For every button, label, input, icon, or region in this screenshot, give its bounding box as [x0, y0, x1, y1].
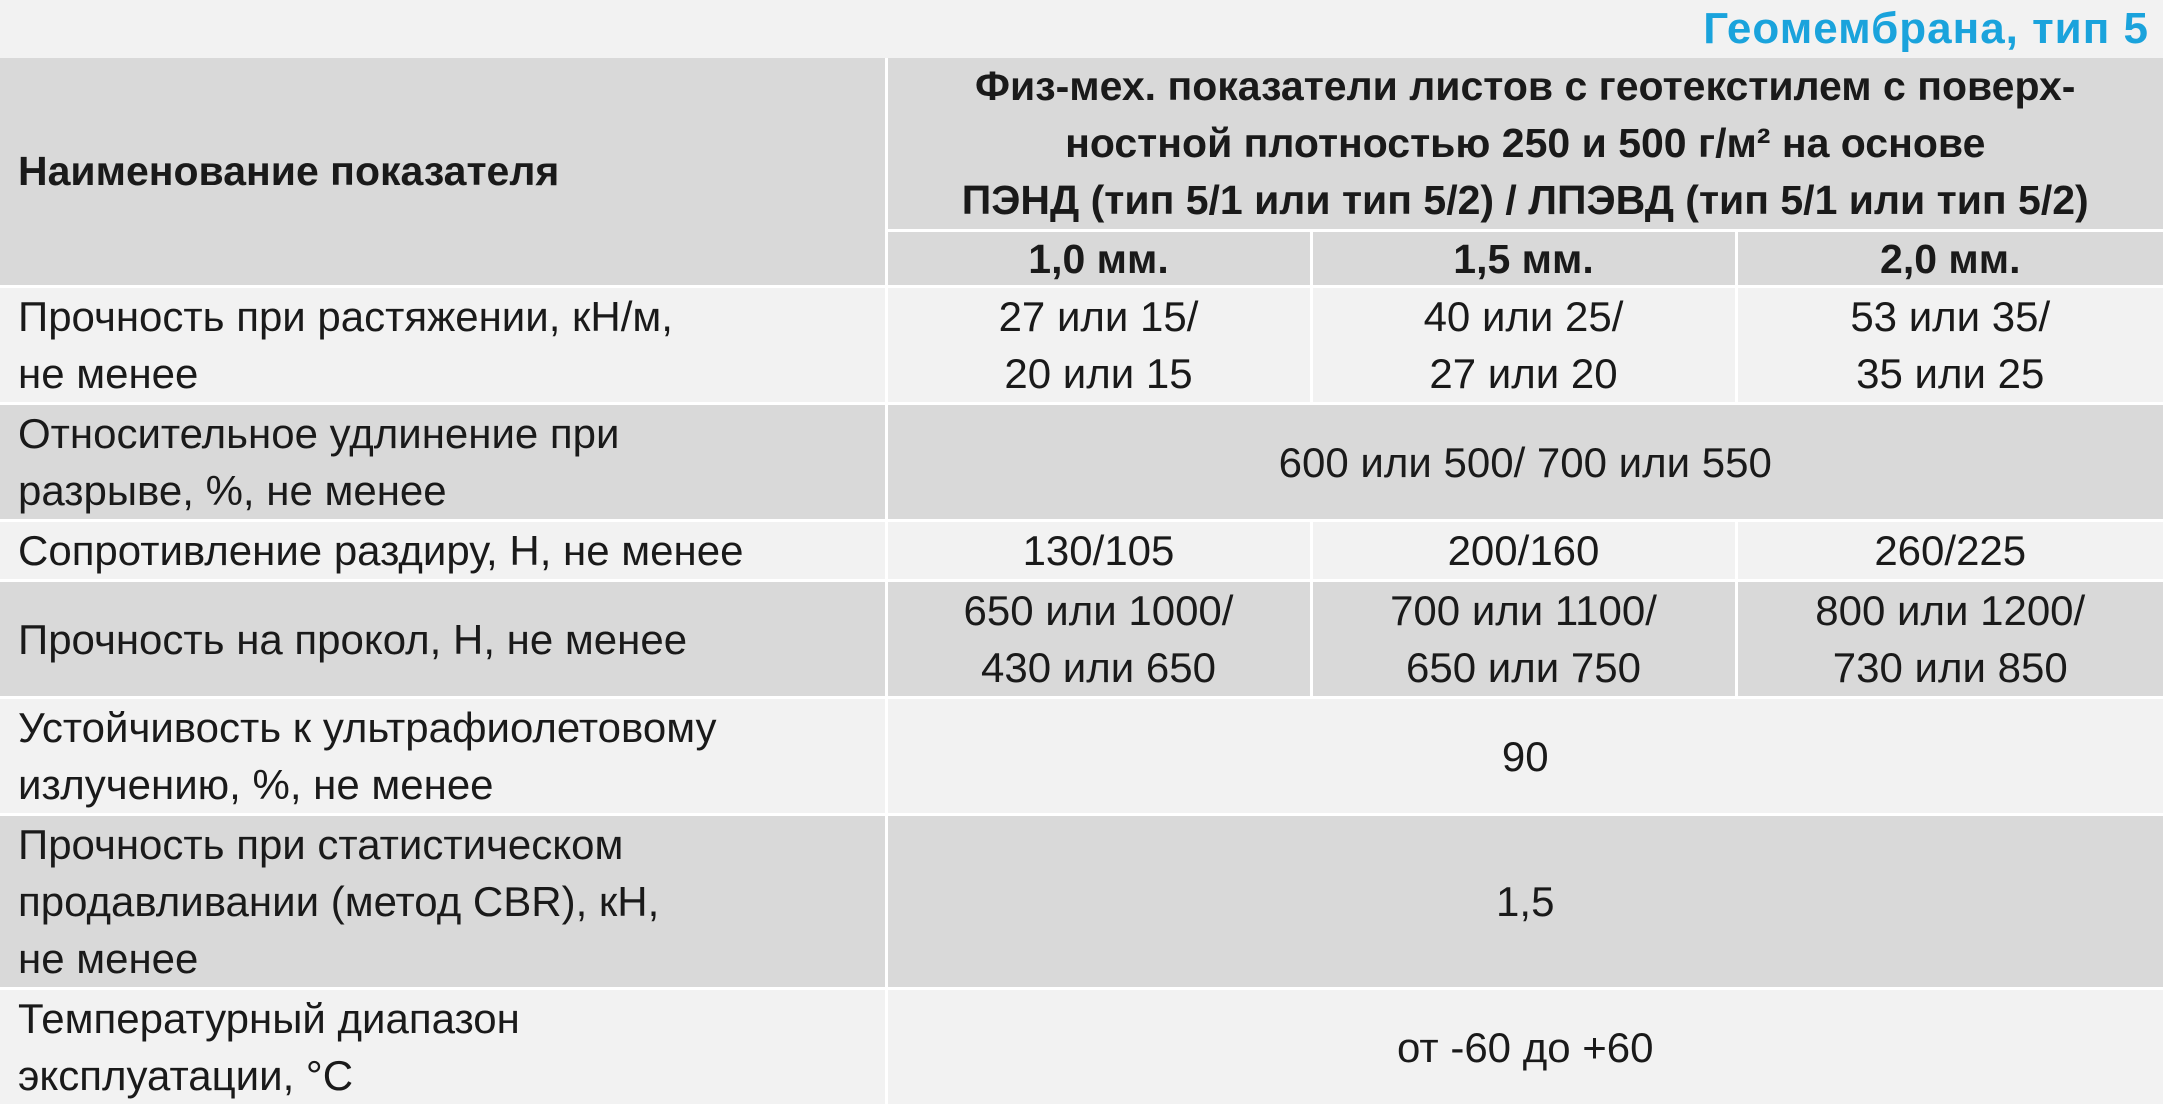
row-name: Температурный диапазон эксплуатации, °С [0, 989, 886, 1104]
row-name: Относительное удлинение при разрыве, %, не менее [0, 404, 886, 521]
table-row [0, 815, 2163, 989]
spec-table [0, 58, 2163, 1104]
table-row [0, 521, 2163, 581]
row-value: 53 или 35/ 35 или 25 [1736, 287, 2163, 404]
row-value-merged: 600 или 500/ 700 или 550 [886, 404, 2163, 521]
row-value-merged: 90 [886, 698, 2163, 815]
table-row [0, 989, 2163, 1104]
row-name: Прочность при статистическом продавливании (метод CBR), кН, не менее [0, 815, 886, 989]
row-value: 200/160 [1311, 521, 1736, 581]
row-name: Сопротивление раздиру, Н, не менее [0, 521, 886, 581]
document-title: Геомембрана, тип 5 [1703, 2, 2149, 56]
row-name: Прочность при растяжении, кН/м, не менее [0, 287, 886, 404]
thickness-2-0: 2,0 мм. [1736, 231, 2163, 287]
table-row [0, 698, 2163, 815]
row-value: 800 или 1200/ 730 или 850 [1736, 581, 2163, 698]
thickness-1-0: 1,0 мм. [886, 231, 1311, 287]
header-row [0, 58, 2163, 231]
row-value: 260/225 [1736, 521, 2163, 581]
table-row [0, 581, 2163, 698]
table-row [0, 404, 2163, 521]
row-value: 27 или 15/ 20 или 15 [886, 287, 1311, 404]
row-value-merged: от -60 до +60 [886, 989, 2163, 1104]
row-value: 700 или 1100/ 650 или 750 [1311, 581, 1736, 698]
header-name-column: Наименование показателя [0, 58, 886, 287]
thickness-1-5: 1,5 мм. [1311, 231, 1736, 287]
title-bar [0, 0, 2163, 58]
row-value: 130/105 [886, 521, 1311, 581]
header-group: Физ-мех. показатели листов с геотекстилем с поверх- ностной плотностью 250 и 500 г/м² на основе ПЭНД (тип 5/1 или тип 5/2) / ЛПЭВД (тип 5/1 или тип 5/2) [886, 58, 2163, 231]
row-name: Прочность на прокол, Н, не менее [0, 581, 886, 698]
row-name: Устойчивость к ультрафиолетовому излучению, %, не менее [0, 698, 886, 815]
row-value: 40 или 25/ 27 или 20 [1311, 287, 1736, 404]
row-value-merged: 1,5 [886, 815, 2163, 989]
table-row [0, 287, 2163, 404]
row-value: 650 или 1000/ 430 или 650 [886, 581, 1311, 698]
